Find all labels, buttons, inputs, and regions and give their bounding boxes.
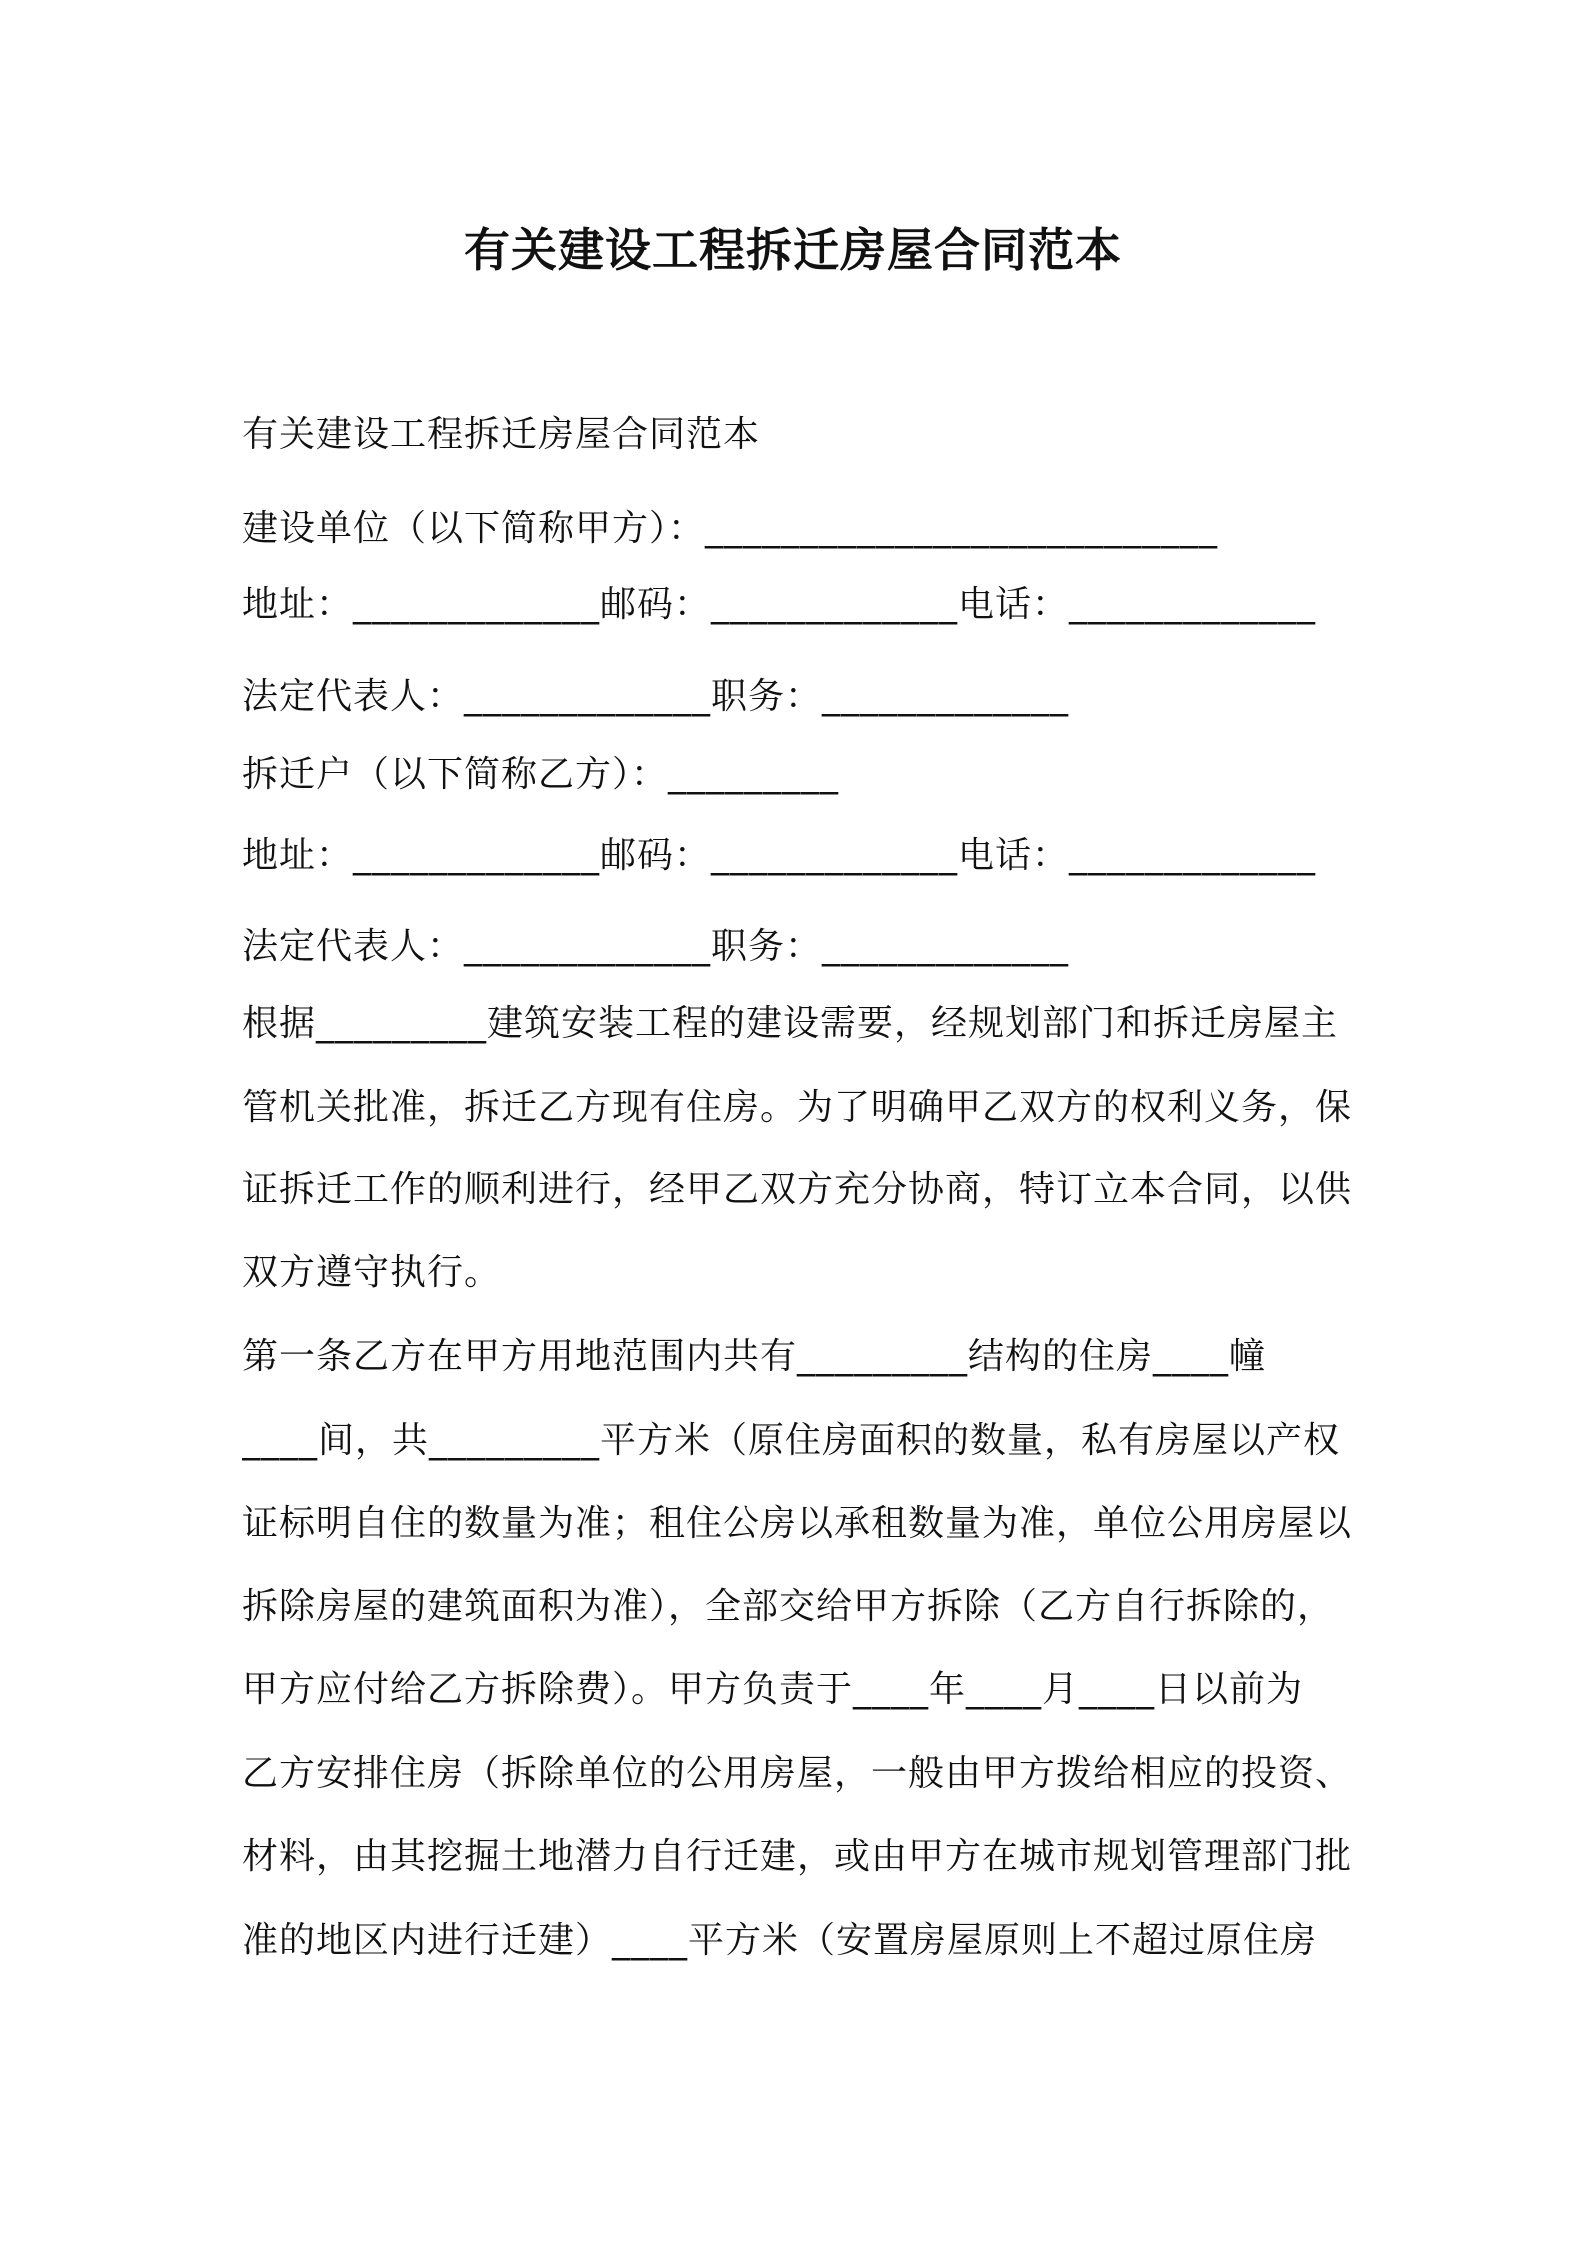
subtitle-line: 有关建设工程拆迁房屋合同范本 [242,414,761,455]
article-one-line: ____间，共_________平方米（原住房面积的数量，私有房屋以产权 [242,1420,1341,1461]
preamble-line: 管机关批准，拆迁乙方现有住房。为了明确甲乙双方的权利义务，保 [242,1087,1353,1128]
article-one-line: 第一条乙方在甲方用地范围内共有_________结构的住房____幢 [242,1336,1267,1377]
document-title: 有关建设工程拆迁房屋合同范本 [464,223,1122,277]
preamble-line: 双方遵守执行。 [242,1252,502,1293]
article-one-line: 乙方安排住房（拆除单位的公用房屋，一般由甲方拨给相应的投资、 [242,1753,1353,1794]
party-a-address-line: 地址：_____________邮码：_____________电话：_____________ [242,584,1317,625]
article-one-line: 材料，由其挖掘土地潜力自行迁建，或由甲方在城市规划管理部门批 [242,1836,1353,1877]
article-one-line: 准的地区内进行迁建）____平方米（安置房屋原则上不超过原住房 [242,1920,1318,1961]
party-b-line: 拆迁户（以下简称乙方）：_________ [242,754,840,795]
article-one-line: 证标明自住的数量为准；租住公房以承租数量为准，单位公用房屋以 [242,1503,1353,1544]
article-one-line: 拆除房屋的建筑面积为准），全部交给甲方拆除（乙方自行拆除的， [242,1586,1335,1627]
preamble-line: 证拆迁工作的顺利进行，经甲乙双方充分协商，特订立本合同，以供 [242,1169,1353,1210]
article-one-line: 甲方应付给乙方拆除费）。甲方负责于____年____月____日以前为 [242,1669,1304,1710]
preamble-line: 根据_________建筑安装工程的建设需要，经规划部门和拆迁房屋主 [242,1003,1339,1044]
party-b-address-line: 地址：_____________邮码：_____________电话：_____________ [242,835,1317,876]
party-b-representative-line: 法定代表人：_____________职务：_____________ [242,926,1070,967]
party-a-line: 建设单位（以下简称甲方）：___________________________ [242,508,1219,549]
party-a-representative-line: 法定代表人：_____________职务：_____________ [242,676,1070,717]
